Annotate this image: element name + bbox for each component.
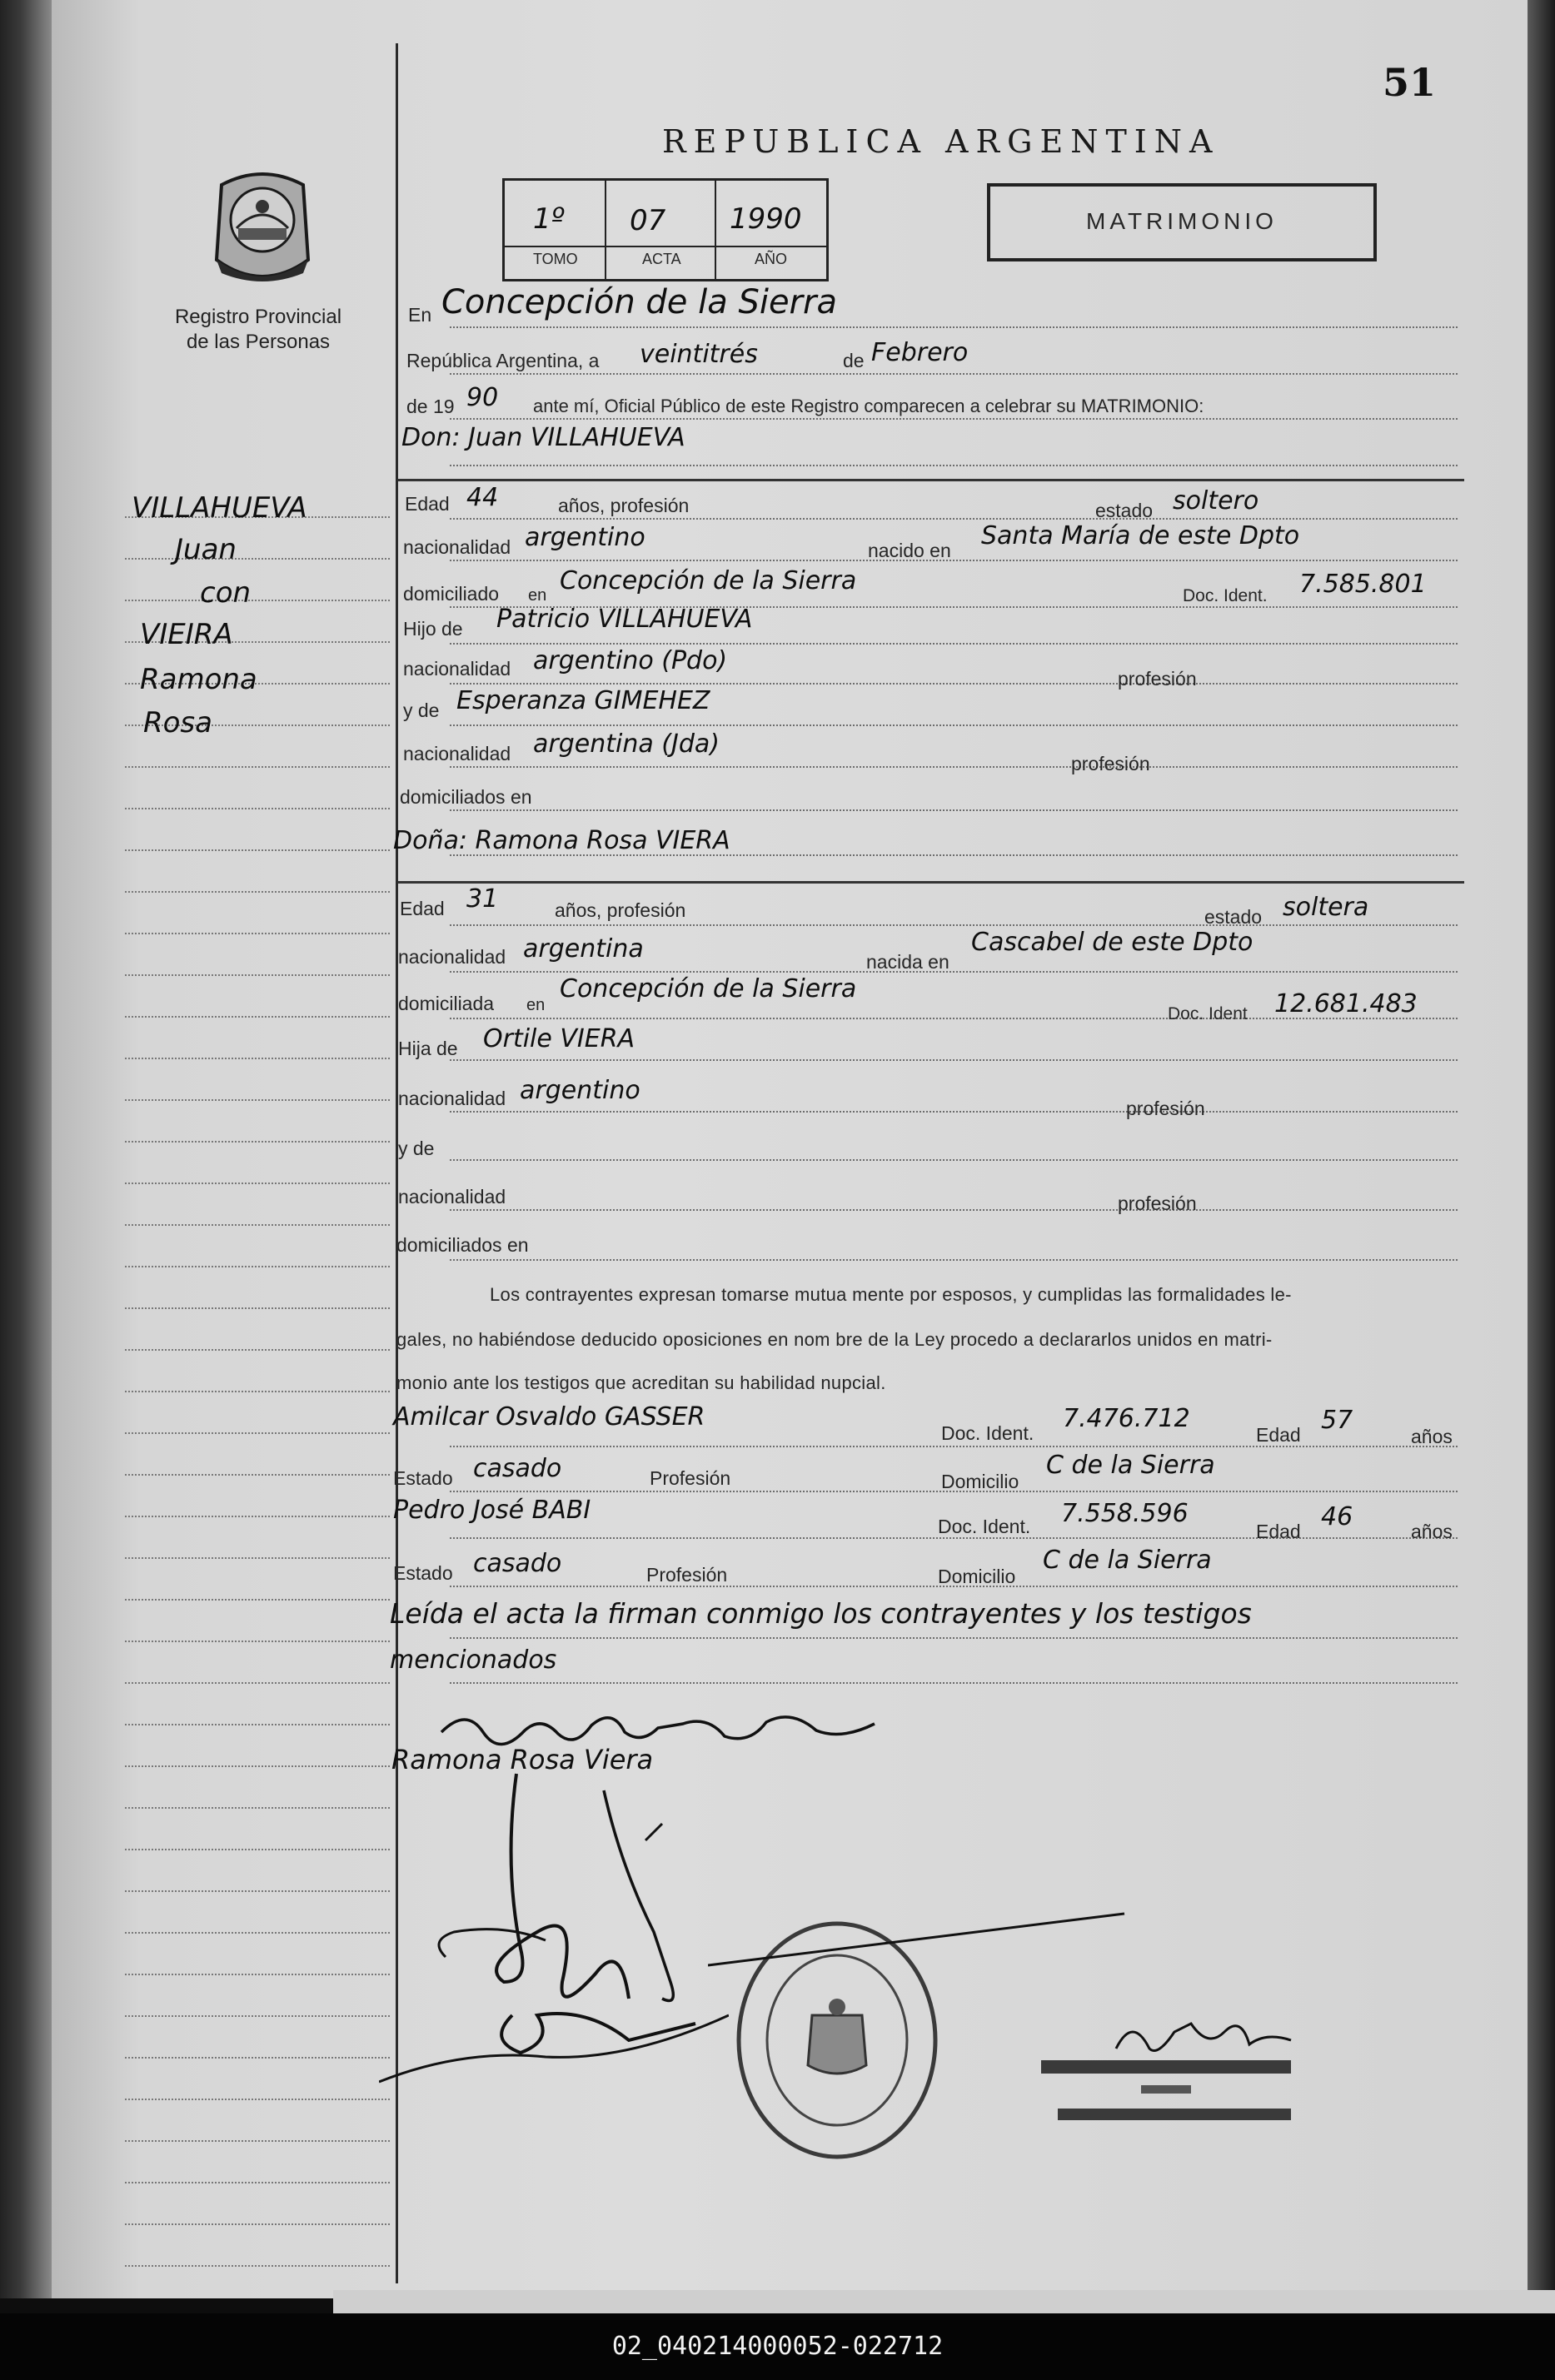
margin-ruled-line: [125, 766, 390, 768]
groom-father-nac-label: nacionalidad: [403, 658, 511, 680]
bride-hija-label: Hija de: [398, 1038, 458, 1059]
groom-father-prof-label: profesión: [1118, 668, 1197, 690]
form-ruled-line: [450, 1259, 1458, 1261]
intro-place: Concepción de la Sierra: [441, 283, 837, 321]
form-ruled-line: [450, 1446, 1458, 1447]
image-id-footer: 02_040214000052-022712: [0, 2313, 1555, 2380]
margin-ruled-line: [125, 558, 390, 560]
witness-2-name: Pedro José BABI: [393, 1496, 591, 1525]
groom-anos-profesion-label: años, profesión: [558, 495, 690, 516]
witness-2-estado-label: Estado: [393, 1562, 453, 1584]
witness-2-edad: 46: [1321, 1502, 1353, 1531]
bride-en-label: en: [526, 996, 546, 1014]
margin-ruled-line: [125, 2182, 390, 2183]
tomo-acta-ano-box: [502, 178, 829, 281]
bride-name: Doña: Ramona Rosa VIERA: [393, 826, 730, 855]
margin-ruled-line: [125, 2099, 390, 2100]
groom-domicilio: Concepción de la Sierra: [560, 566, 857, 595]
groom-mother-nac-label: nacionalidad: [403, 743, 511, 764]
witness-2-anos-label: años: [1411, 1521, 1453, 1542]
groom-mother-nac: argentina (Jda): [533, 729, 720, 759]
bride-anos-profesion-label: años, profesión: [555, 899, 686, 921]
bride-nacida: Cascabel de este Dpto: [971, 928, 1253, 957]
bride-father-prof-label: profesión: [1126, 1098, 1205, 1119]
margin-ruled-line: [125, 1058, 390, 1059]
witness-1-name: Amilcar Osvaldo GASSER: [393, 1402, 705, 1431]
stamp-strikethrough-icon: [708, 1907, 1141, 2007]
bride-signature: Ramona Rosa Viera: [391, 1744, 654, 1775]
witness-2-estado: casado: [473, 1549, 562, 1578]
tomo-label: TOMO: [533, 251, 578, 267]
registry-name: Registro Provincial de las Personas: [174, 306, 342, 353]
margin-ruled-line: [125, 1266, 390, 1267]
form-ruled-line: [450, 1682, 1458, 1684]
bride-edad: 31: [466, 884, 499, 914]
margin-ruled-line: [125, 1724, 390, 1725]
declaration-line-1: Los contrayentes expresan tomarse mutua mente por esposos, y cumplidas las formalidades le-: [490, 1284, 1292, 1305]
bride-mother-nac-label: nacionalidad: [398, 1186, 506, 1207]
form-ruled-line: [450, 1059, 1458, 1061]
intro-month: Febrero: [871, 338, 969, 367]
margin-ruled-line: [125, 1391, 390, 1392]
witness-1-edad-label: Edad: [1256, 1424, 1301, 1446]
form-ruled-line: [450, 1637, 1458, 1639]
intro-sentence: ante mí, Oficial Público de este Registro comparecen a celebrar su MATRIMONIO:: [533, 396, 1204, 416]
margin-ruled-line: [125, 2057, 390, 2059]
margin-name-6: Rosa: [143, 706, 212, 739]
bride-nacionalidad: argentina: [523, 934, 644, 963]
witness-2-doc: 7.558.596: [1061, 1499, 1189, 1528]
form-ruled-line: [450, 724, 1458, 726]
year-prefix: de 19: [406, 396, 455, 417]
groom-mother: Esperanza GIMEHEZ: [456, 686, 710, 715]
margin-name-4: VIEIRA: [140, 618, 233, 651]
form-ruled-line: [450, 683, 1458, 685]
witness-1-doc: 7.476.712: [1063, 1404, 1190, 1433]
margin-ruled-line: [125, 1974, 390, 1975]
margin-ruled-line: [125, 1474, 390, 1476]
margin-ruled-line: [125, 2265, 390, 2267]
bride-nacionalidad-label: nacionalidad: [398, 946, 506, 968]
acta-value: 07: [630, 204, 666, 237]
margin-ruled-line: [125, 1349, 390, 1351]
bride-father: Ortile VIERA: [483, 1024, 635, 1053]
provincial-seal-icon: [205, 168, 320, 291]
margin-ruled-line: [125, 1141, 390, 1143]
margin-ruled-line: [125, 1016, 390, 1018]
margin-ruled-line: [125, 1682, 390, 1684]
closing-line-1: Leída el acta la firman conmigo los contrayentes y los testigos: [390, 1597, 1252, 1630]
margin-ruled-line: [125, 974, 390, 976]
form-ruled-line: [450, 518, 1458, 520]
intro-day: veintitrés: [640, 340, 758, 369]
groom-domiciliados-label: domiciliados en: [400, 786, 532, 808]
witness-1-estado: casado: [473, 1454, 562, 1483]
country-heading: REPUBLICA ARGENTINA: [662, 123, 1220, 160]
form-ruled-line: [450, 1111, 1458, 1113]
margin-ruled-line: [125, 1099, 390, 1101]
bride-father-nac-label: nacionalidad: [398, 1088, 506, 1109]
margin-name-3: con: [200, 576, 252, 610]
margin-ruled-line: [125, 2015, 390, 2017]
registrar-seal-text-icon: [1041, 2057, 1308, 2132]
groom-father-nac: argentino (Pdo): [533, 646, 728, 675]
groom-rule: [398, 479, 1464, 481]
witness-1-domicilio-label: Domicilio: [941, 1471, 1019, 1492]
bride-estado-label: estado: [1204, 906, 1263, 928]
witness-1-estado-label: Estado: [393, 1467, 453, 1489]
witness-1-profesion-label: Profesión: [650, 1467, 731, 1489]
form-ruled-line: [450, 766, 1458, 768]
witness-1-anos-label: años: [1411, 1426, 1453, 1447]
witness-2-doc-label: Doc. Ident.: [938, 1516, 1031, 1537]
margin-ruled-line: [125, 891, 390, 893]
margin-name-1: VILLAHUEVA: [132, 491, 307, 525]
margin-ruled-line: [125, 849, 390, 851]
margin-ruled-line: [125, 1183, 390, 1184]
margin-name-2: Juan: [175, 533, 237, 566]
form-ruled-line: [450, 643, 1458, 645]
witness-signatures-icon: [379, 1765, 729, 2099]
groom-domiciliado-label: domiciliado: [403, 583, 500, 605]
margin-ruled-line: [125, 600, 390, 601]
bride-domicilio: Concepción de la Sierra: [560, 974, 857, 1003]
groom-nacionalidad: argentino: [525, 523, 645, 552]
margin-ruled-line: [125, 2223, 390, 2225]
bride-domiciliados-label: domiciliados en: [396, 1234, 529, 1256]
margin-ruled-line: [125, 1599, 390, 1601]
groom-name: Don: Juan VILLAHUEVA: [401, 423, 685, 452]
groom-yde-label: y de: [403, 700, 440, 721]
groom-nacido-label: nacido en: [868, 540, 951, 561]
margin-ruled-line: [125, 1849, 390, 1850]
form-ruled-line: [450, 1209, 1458, 1211]
year-suffix: 90: [466, 383, 499, 412]
acta-label: ACTA: [642, 251, 681, 267]
groom-hijo-label: Hijo de: [403, 618, 463, 640]
groom-en-label: en: [528, 586, 547, 605]
margin-ruled-line: [125, 1432, 390, 1434]
groom-nacido: Santa María de este Dpto: [981, 521, 1300, 550]
tomo-value: 1º: [533, 202, 565, 236]
groom-doc: 7.585.801: [1299, 570, 1427, 599]
form-ruled-line: [450, 465, 1458, 466]
bride-rule: [398, 881, 1464, 884]
form-ruled-line: [450, 1159, 1458, 1161]
page-number: 51: [1383, 60, 1437, 105]
form-ruled-line: [450, 373, 1458, 375]
witness-2-domicilio-label: Domicilio: [938, 1566, 1016, 1587]
bride-yde-label: y de: [398, 1138, 435, 1159]
margin-ruled-line: [125, 808, 390, 809]
republica-label: República Argentina, a: [406, 350, 600, 371]
form-ruled-line: [450, 924, 1458, 926]
bride-domiciliada-label: domiciliada: [398, 993, 495, 1014]
bride-father-nac: argentino: [520, 1076, 640, 1105]
ano-value: 1990: [730, 202, 802, 236]
margin-ruled-line: [125, 1890, 390, 1892]
groom-estado-label: estado: [1095, 500, 1154, 521]
groom-father: Patricio VILLAHUEVA: [496, 605, 753, 634]
margin-ruled-line: [125, 2140, 390, 2142]
margin-name-5: Ramona: [140, 663, 257, 696]
witness-1-doc-label: Doc. Ident.: [941, 1422, 1034, 1444]
matrimonio-box: [987, 183, 1377, 261]
margin-ruled-line: [125, 1807, 390, 1809]
groom-doc-label: Doc. Ident.: [1183, 586, 1268, 605]
en-label: En: [408, 304, 432, 326]
witness-1-domicilio: C de la Sierra: [1046, 1451, 1215, 1480]
form-ruled-line: [450, 326, 1458, 328]
page-bottom-edge: [333, 2290, 1555, 2313]
witness-2-edad-label: Edad: [1256, 1521, 1301, 1542]
groom-nacionalidad-label: nacionalidad: [403, 536, 511, 558]
form-ruled-line: [450, 560, 1458, 561]
margin-ruled-line: [125, 1765, 390, 1767]
book-spine: [0, 0, 52, 2298]
record-type: MATRIMONIO: [1086, 208, 1278, 234]
bride-doc: 12.681.483: [1274, 989, 1418, 1018]
groom-mother-prof-label: profesión: [1071, 753, 1150, 774]
bride-mother-prof-label: profesión: [1118, 1192, 1197, 1214]
witness-2-domicilio: C de la Sierra: [1043, 1546, 1212, 1575]
margin-ruled-line: [125, 1224, 390, 1226]
form-ruled-line: [450, 971, 1458, 973]
margin-ruled-line: [125, 1557, 390, 1559]
groom-edad-label: Edad: [405, 493, 450, 515]
margin-ruled-line: [125, 1516, 390, 1517]
declaration-line-3: monio ante los testigos que acreditan su habilidad nupcial.: [396, 1372, 886, 1393]
groom-edad: 44: [466, 483, 499, 512]
bride-estado: soltera: [1283, 893, 1369, 922]
witness-2-profesion-label: Profesión: [646, 1564, 728, 1586]
form-ruled-line: [450, 418, 1458, 420]
witness-1-edad: 57: [1321, 1406, 1353, 1435]
form-ruled-line: [450, 809, 1458, 811]
ano-label: AÑO: [755, 251, 788, 267]
declaration-line-2: gales, no habiéndose deducido oposiciones en nom bre de la Ley procedo a declararlos unidos en matri-: [396, 1329, 1273, 1350]
closing-line-2: mencionados: [390, 1646, 557, 1675]
margin-ruled-line: [125, 1307, 390, 1309]
bride-nacida-label: nacida en: [866, 951, 949, 973]
page-edge: [1528, 0, 1555, 2298]
bride-edad-label: Edad: [400, 898, 445, 919]
margin-ruled-line: [125, 933, 390, 934]
margin-ruled-line: [125, 1641, 390, 1642]
margin-ruled-line: [125, 1932, 390, 1934]
intro-de-label: de: [843, 350, 865, 371]
groom-estado: soltero: [1173, 486, 1259, 515]
bride-doc-label: Doc. Ident: [1168, 1004, 1248, 1023]
